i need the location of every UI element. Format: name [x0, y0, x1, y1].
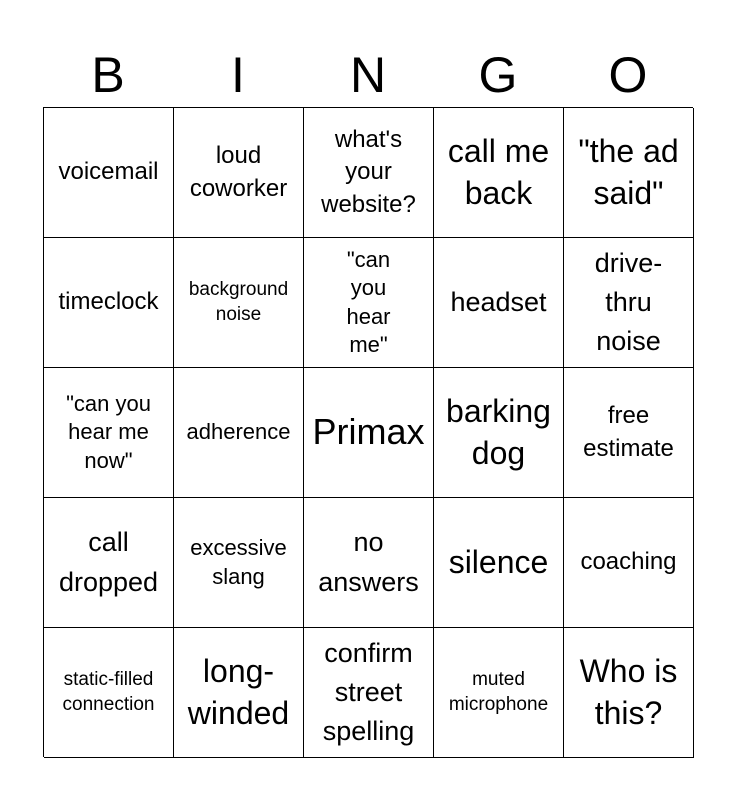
cell-text: what's your website? — [321, 125, 416, 218]
bingo-cell[interactable] — [564, 368, 694, 498]
bingo-cell[interactable] — [304, 238, 434, 368]
cell-text: timeclock — [58, 288, 159, 316]
cell-text: no answers — [318, 527, 419, 597]
cell-text: call dropped — [58, 527, 159, 597]
cell-text: background noise — [188, 278, 289, 325]
bingo-cell[interactable] — [434, 108, 564, 238]
bingo-cell[interactable] — [564, 498, 694, 628]
cell-text: Who is this? — [579, 652, 678, 731]
cell-text: long-winded — [187, 652, 290, 731]
cell-text: free estimate — [583, 402, 674, 462]
cell-text: muted microphone — [448, 668, 549, 715]
header-letter-i: I — [231, 47, 245, 103]
bingo-cell[interactable] — [174, 628, 304, 758]
bingo-cell[interactable] — [564, 628, 694, 758]
bingo-cell[interactable] — [174, 108, 304, 238]
bingo-cell[interactable] — [44, 238, 174, 368]
bingo-cell[interactable] — [434, 498, 564, 628]
header-letter-n: N — [349, 47, 387, 103]
bingo-header — [43, 44, 693, 106]
header-letter-o: O — [608, 47, 648, 103]
cell-text: static-filled connection — [62, 668, 155, 715]
bingo-cell[interactable] — [434, 238, 564, 368]
cell-text: loud coworker — [189, 142, 288, 202]
cell-text: "the ad said" — [578, 132, 679, 211]
bingo-cell[interactable] — [434, 368, 564, 498]
cell-text: headset — [450, 286, 547, 317]
bingo-cell[interactable] — [44, 498, 174, 628]
cell-text: excessive slang — [190, 535, 287, 589]
header-letter-b: B — [91, 47, 125, 103]
bingo-cell[interactable] — [434, 628, 564, 758]
bingo-cell[interactable] — [174, 498, 304, 628]
bingo-cell[interactable] — [564, 108, 694, 238]
cell-text: call me back — [447, 132, 550, 211]
bingo-cell[interactable] — [174, 368, 304, 498]
header-letter-g: G — [478, 47, 518, 103]
bingo-cell[interactable] — [304, 108, 434, 238]
cell-text: coaching — [580, 548, 677, 576]
cell-text: "can you hear me" — [346, 247, 391, 357]
cell-text: silence — [448, 543, 549, 580]
bingo-cell[interactable] — [564, 238, 694, 368]
bingo-cell[interactable] — [304, 628, 434, 758]
bingo-cell[interactable] — [304, 498, 434, 628]
bingo-card-grid — [43, 107, 693, 757]
cell-text: Primax — [312, 411, 425, 453]
cell-text: barking dog — [446, 392, 551, 471]
cell-text: confirm street spelling — [322, 637, 415, 747]
cell-text: drive-thru noise — [594, 247, 663, 357]
cell-text: adherence — [186, 419, 291, 445]
bingo-cell[interactable] — [44, 628, 174, 758]
bingo-cell[interactable] — [174, 238, 304, 368]
bingo-cell[interactable] — [44, 368, 174, 498]
cell-text: "can you hear me now" — [66, 391, 151, 473]
bingo-cell[interactable] — [304, 368, 434, 498]
bingo-cell[interactable] — [44, 108, 174, 238]
cell-text: voicemail — [58, 158, 159, 186]
